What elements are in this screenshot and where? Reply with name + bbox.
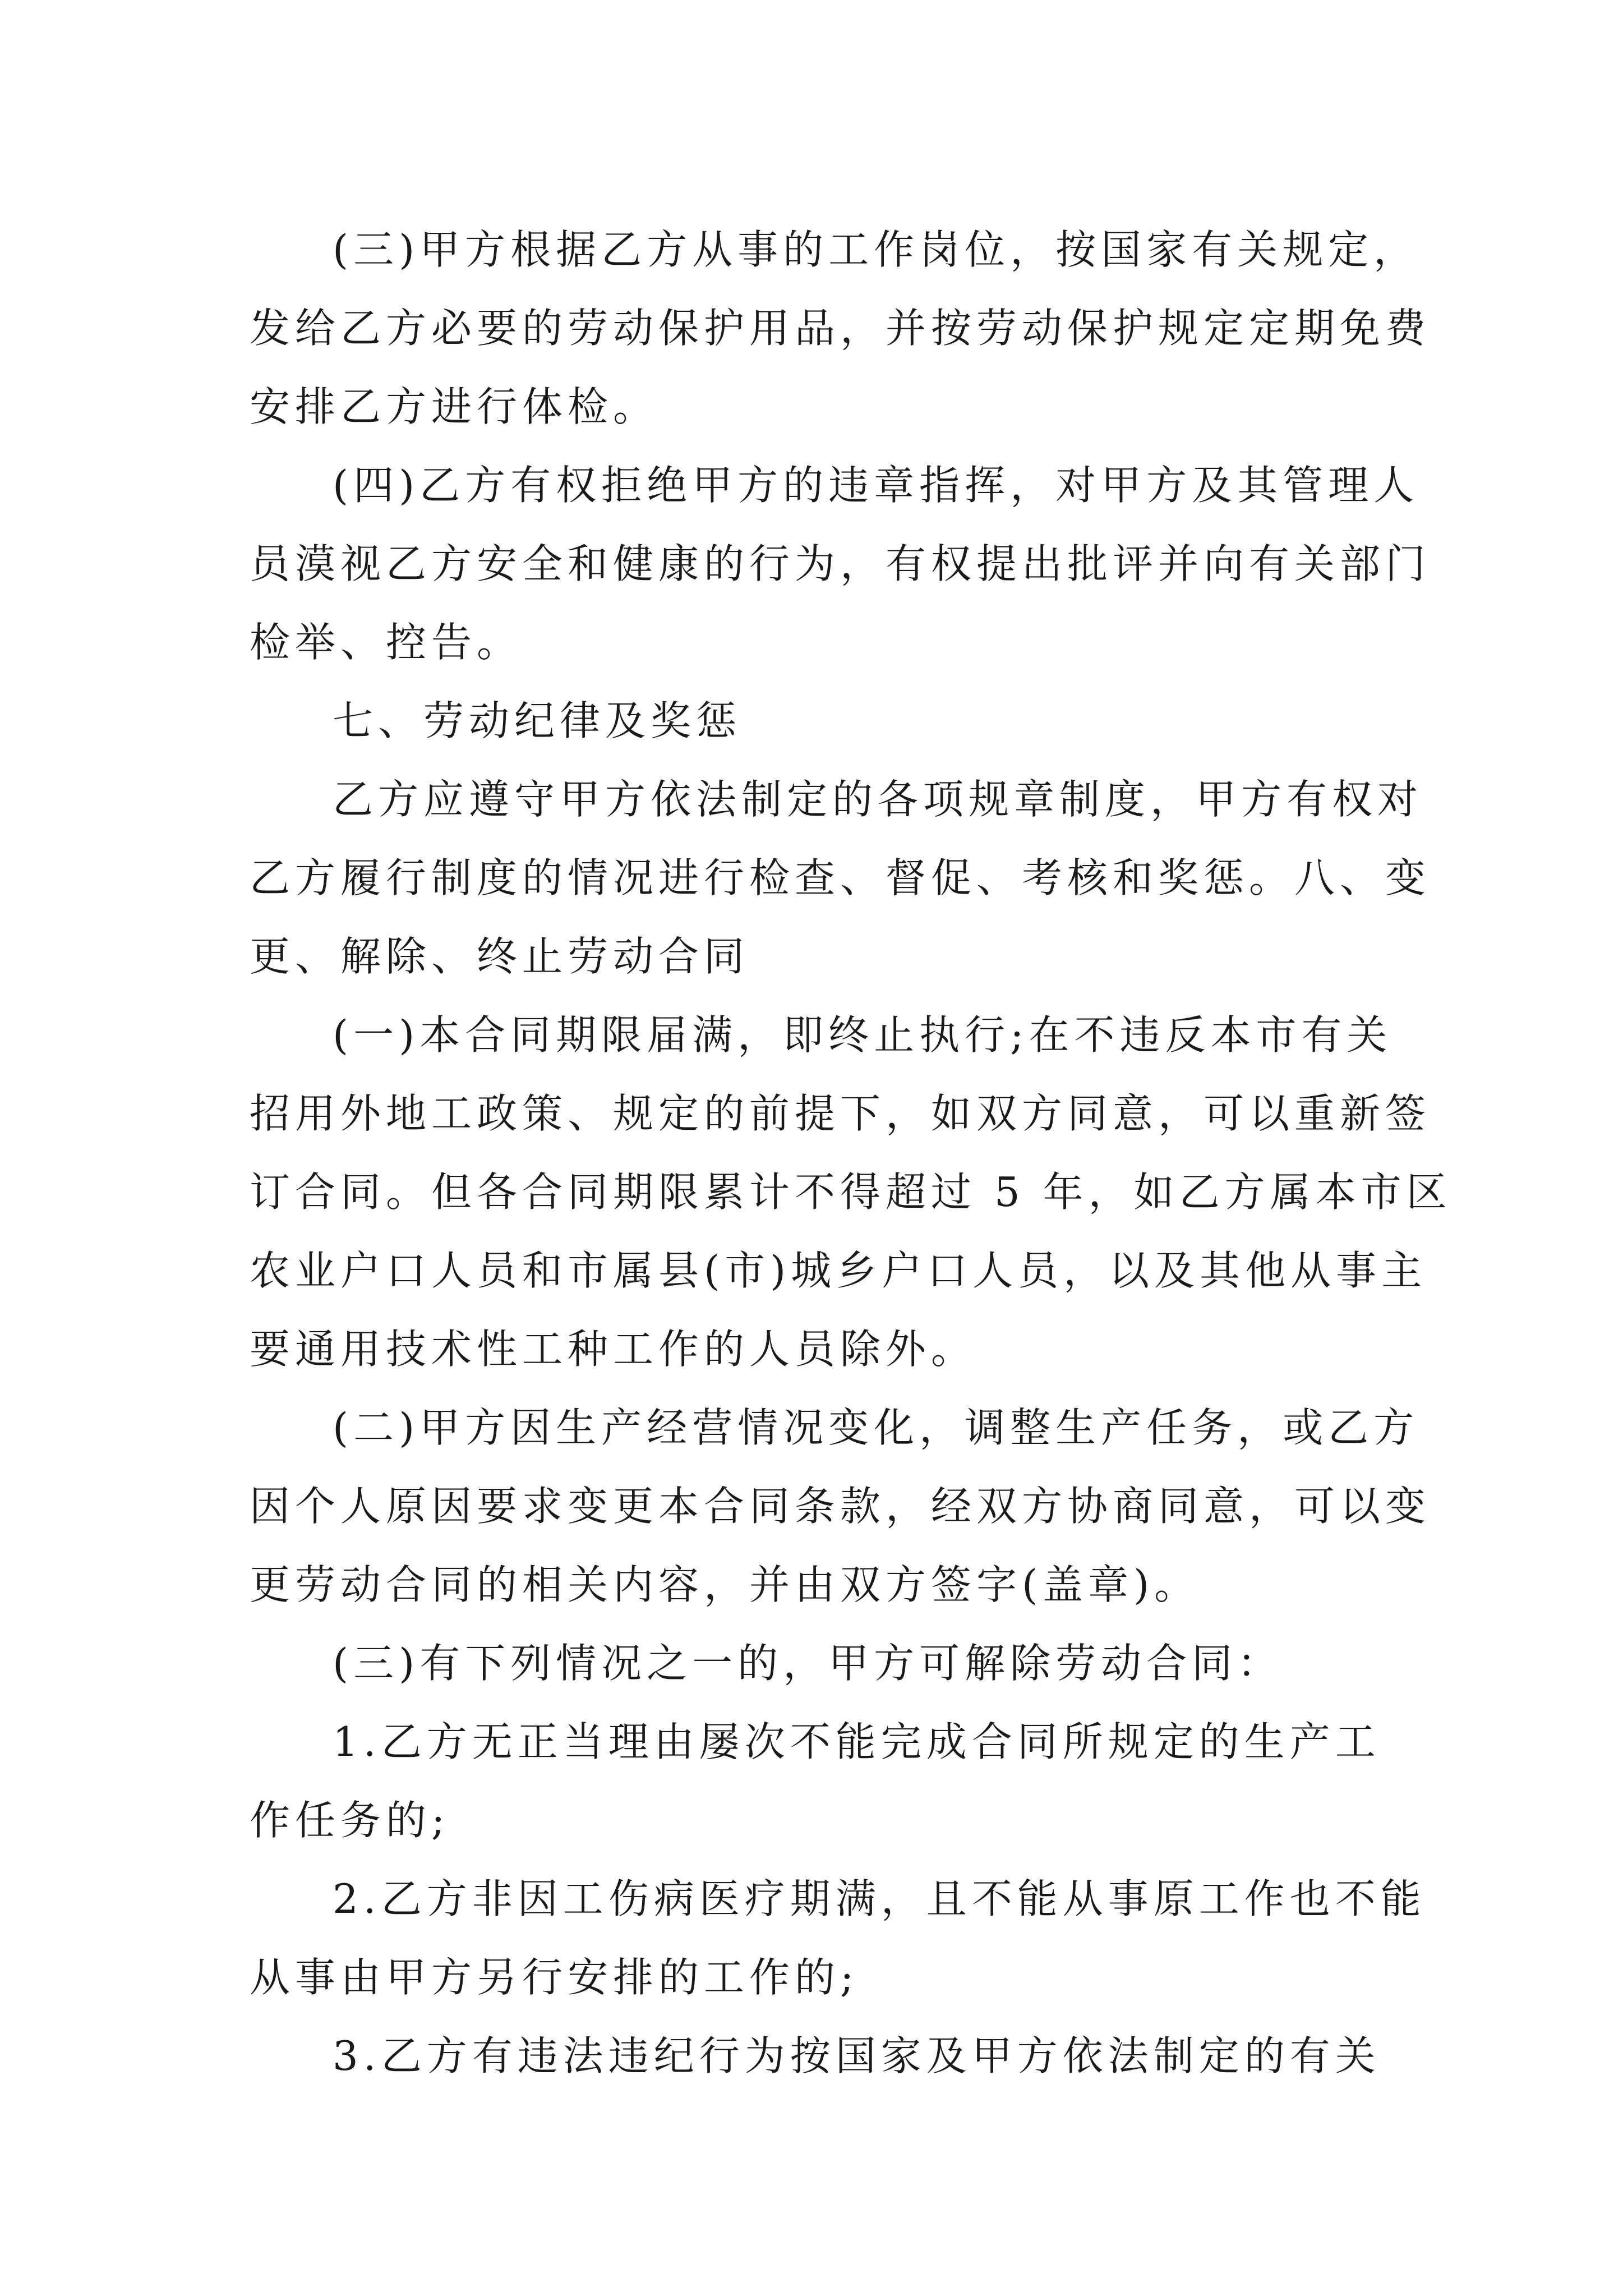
text-line: 从事由甲方另行安排的工作的; [250,1954,859,2001]
text-line: 作任务的; [250,1797,450,1844]
text-line: (三)有下列情况之一的，甲方可解除劳动合同： [333,1640,1283,1687]
document-body [250,210,1452,2095]
text-line: 乙方履行制度的情况进行检查、督促、考核和奖惩。八、变 [250,854,1431,901]
text-line: (三)甲方根据乙方从事的工作岗位，按国家有关规定， [333,226,1419,273]
text-line: 要通用技术性工种工作的人员除外。 [250,1326,977,1373]
text-line: 因个人原因要求变更本合同条款，经双方协商同意，可以变 [250,1483,1431,1530]
text-line: 1.乙方无正当理由屡次不能完成合同所规定的生产工 [333,1718,1381,1765]
text-line: 招用外地工政策、规定的前提下，如双方同意，可以重新签 [250,1090,1431,1137]
text-line: 2.乙方非因工伤病医疗期满，且不能从事原工作也不能 [333,1875,1426,1922]
text-line: (四)乙方有权拒绝甲方的违章指挥，对甲方及其管理人 [333,462,1419,509]
text-line: 更劳动合同的相关内容，并由双方签字(盖章)。 [250,1561,1200,1608]
text-line: 农业户口人员和市属县(市)城乡户口人员，以及其他从事主 [250,1247,1427,1294]
text-line: (二)甲方因生产经营情况变化，调整生产任务，或乙方 [333,1404,1419,1451]
text-line: (一)本合同期限届满，即终止执行;在不违反本市有关 [333,1011,1393,1059]
text-line: 发给乙方必要的劳动保护用品，并按劳动保护规定定期免费 [250,305,1431,352]
text-line: 七、劳动纪律及奖惩 [333,697,742,744]
text-line: 订合同。但各合同期限累计不得超过 5 年，如乙方属本市区 [250,1168,1452,1216]
text-line: 安排乙方进行体检。 [250,383,659,430]
text-line: 更、解除、终止劳动合同 [250,933,750,980]
text-line: 3.乙方有违法违纪行为按国家及甲方依法制定的有关 [333,2032,1381,2079]
text-line: 检举、控告。 [250,619,523,666]
text-line: 员漠视乙方安全和健康的行为，有权提出批评并向有关部门 [250,540,1431,587]
text-line: 乙方应遵守甲方依法制定的各项规章制度，甲方有权对 [333,776,1423,823]
